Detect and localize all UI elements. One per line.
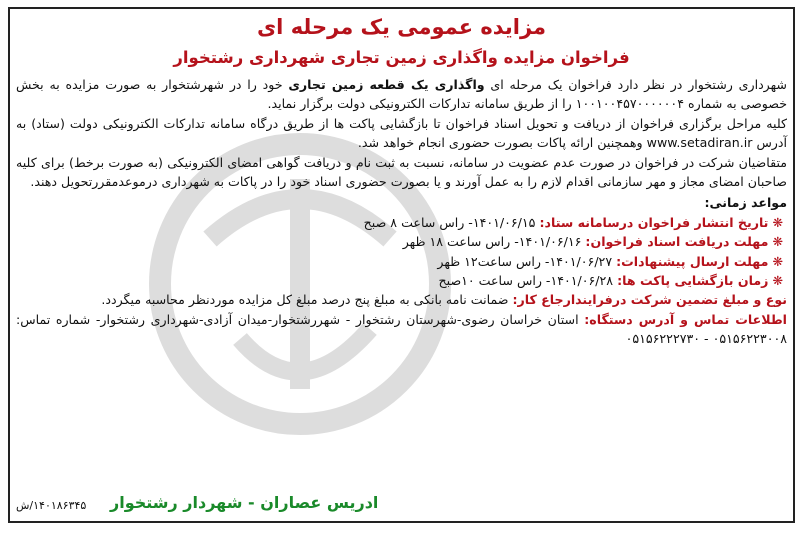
notice-subtitle: فراخوان مزایده واگذاری زمین تجاری شهرداری رشتخوار (173, 48, 630, 67)
schedule-item-value: ۱۴۰۱/۰۶/۲۷- راس ساعت۱۲ ظهر (437, 253, 613, 269)
notice-frame (8, 7, 795, 523)
guarantee-text: ضمانت نامه بانکی به مبلغ پنج درصد مبلغ کل مزایده موردنظر محاسبه میگردد. (101, 292, 509, 308)
star-icon: ❋ (772, 234, 783, 250)
para1-text-c: خود را در شهرشتخوار به صورت مزایده به بخش خصوصی به شماره ۱۰۰۱۰۰۴۵۷۰۰۰۰۰۰۴ را از طریق سامانه تدارکات الکترونیکی دولت برگزار نماید. (16, 77, 787, 112)
paragraph-process (16, 114, 787, 153)
star-icon: ❋ (772, 273, 783, 289)
para1-text-bold: واگذاری یک قطعه زمین تجاری (288, 77, 485, 92)
star-icon: ❋ (772, 253, 783, 269)
schedule-item-label: زمان بازگشایی پاکت ها: (617, 273, 769, 289)
para2-text-a: کلیه مراحل برگزاری فراخوان از دریافت و تحویل اسناد فراخوان تا بازگشایی پاکت ها از طریق درگاه سامانه تدارکات الکترونیکی دولت (ستاد) به آدرس (16, 115, 787, 151)
paragraph-applicants: متقاضیان شرکت در فراخوان در صورت عدم عضویت در سامانه، نسبت به ثبت نام و دریافت گواهی امضای الکترونیکی (به صورت برخط) برای کلیه صاحبان امضای مجاز و مهر سازمانی اقدام لازم را به عمل آورند و یا بصورت حضوری اسناد خود را در پاکات به شهرداری درموعدمقررتحویل دهند. (16, 154, 787, 190)
schedule-item-label: تاریخ انتشار فراخوان درسامانه ستاد: (539, 214, 769, 230)
setad-url[interactable]: www.setadiran.ir (646, 135, 753, 151)
schedule-item-value: ۱۴۰۱/۰۶/۱۵- راس ساعت ۸ صبح (363, 214, 536, 230)
signature: ادریس عصاران - شهردار رشتخوار (110, 493, 379, 512)
guarantee-label: نوع و مبلغ تضمین شرکت درفرایندارجاع کار: (512, 292, 787, 308)
para2-text-b: وهمچنین ارائه پاکات بصورت حضوری انجام خواهد شد. (357, 135, 643, 151)
schedule-heading: مواعد زمانی: (704, 195, 787, 211)
schedule-item (16, 271, 783, 290)
schedule-item-value: ۱۴۰۱/۰۶/۱۶- راس ساعت ۱۸ ظهر (402, 234, 582, 250)
notice-code: ۱۴۰۱۸۶۳۴۵/ش (16, 499, 87, 512)
contact-text: استان خراسان رضوی-شهرستان رشتخوار - شهررشتخوار-میدان آزادی-شهرداری رشتخوار- شماره تماس: ۰۵۱۵۶۲۲۳۰۰۸ - ۰۵۱۵۶۲۲۲۷۳۰ (16, 311, 787, 347)
contact-line (16, 310, 787, 349)
guarantee-line (16, 290, 787, 309)
notice-body (10, 71, 793, 349)
para1-text-a: شهرداری رشتخوار در نظر دارد فراخوان یک مرحله ای (490, 77, 787, 92)
schedule-item (16, 232, 783, 251)
schedule-item (16, 252, 783, 271)
contact-label: اطلاعات تماس و آدرس دستگاه: (584, 311, 787, 327)
notice-footer (10, 493, 793, 517)
schedule-item-label: مهلت ارسال پیشنهادات: (616, 253, 769, 269)
paragraph-intro (16, 75, 787, 114)
schedule-item-value: ۱۴۰۱/۰۶/۲۸- راس ساعت ۱۰صبح (438, 273, 614, 289)
notice-title: مزایده عمومی یک مرحله ای (256, 15, 547, 39)
schedule-item (16, 213, 783, 232)
star-icon: ❋ (772, 214, 783, 230)
schedule-item-label: مهلت دریافت اسناد فراخوان: (585, 234, 769, 250)
